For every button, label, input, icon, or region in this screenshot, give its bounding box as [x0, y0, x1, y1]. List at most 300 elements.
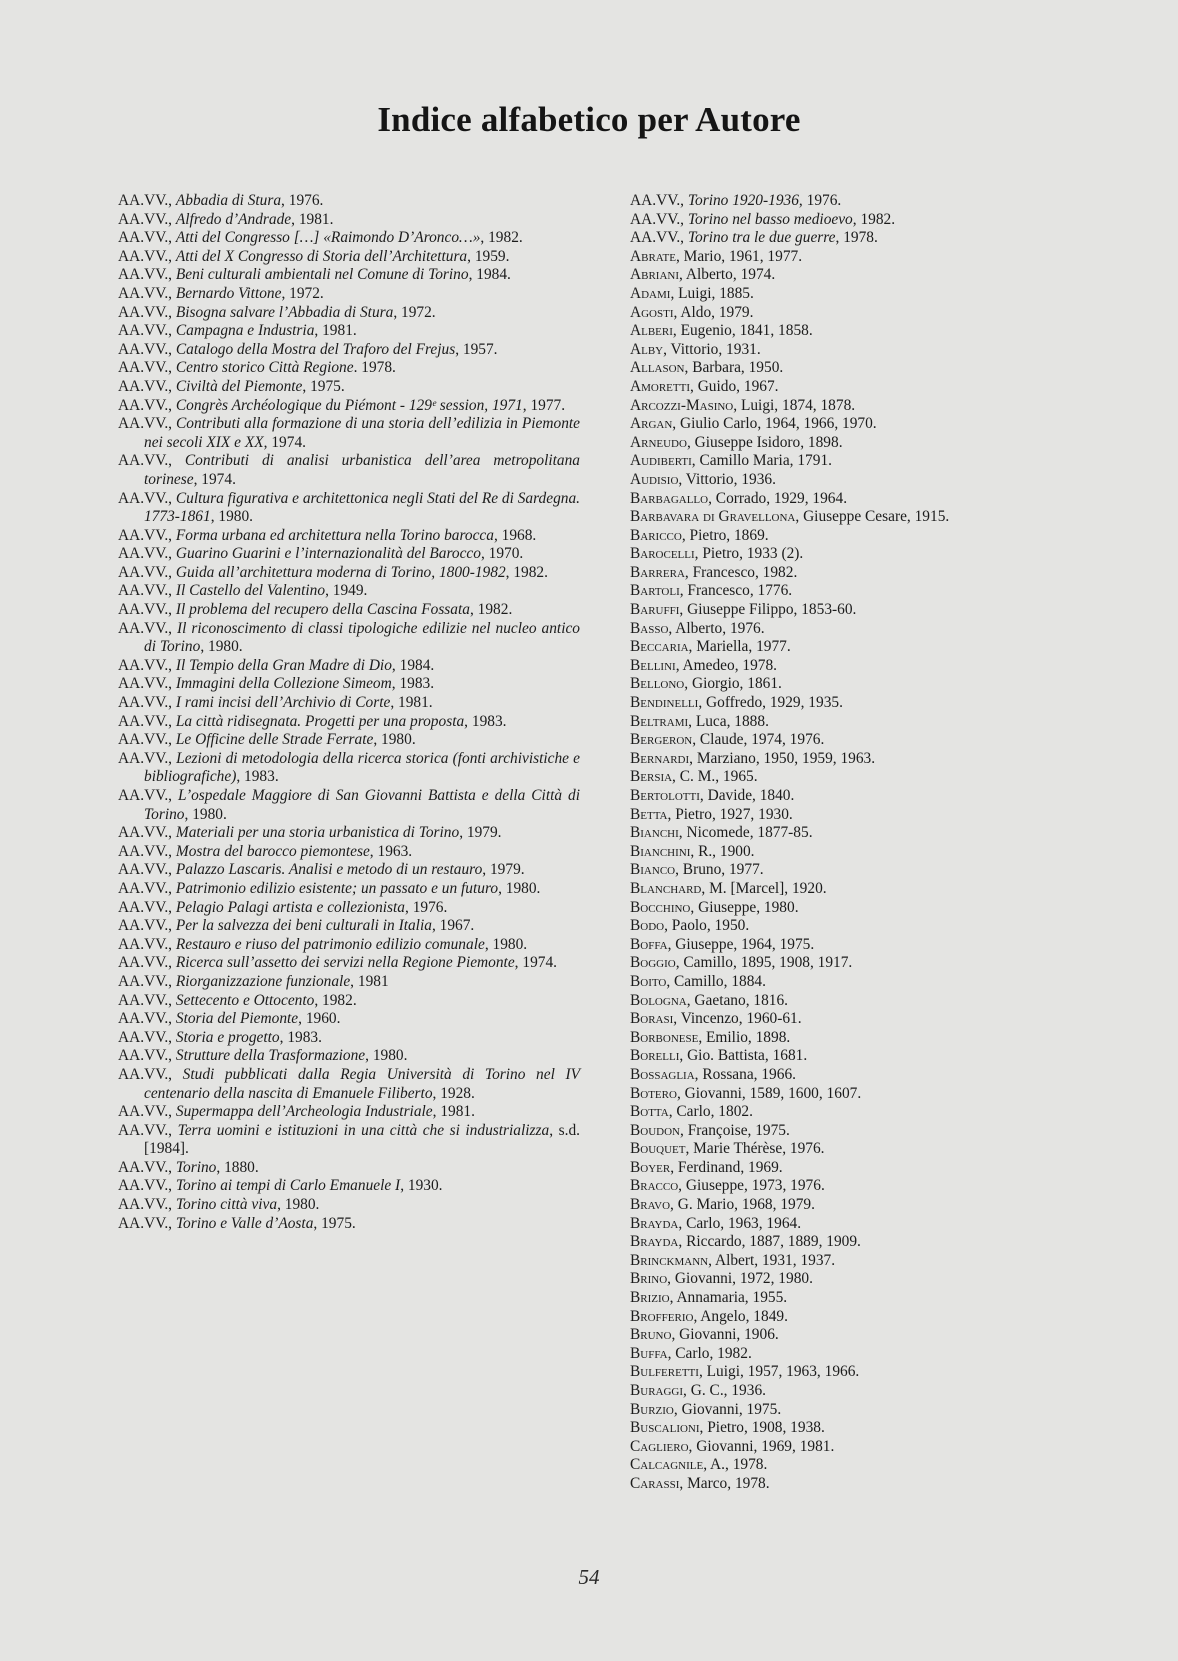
index-entry: AA.VV., Centro storico Città Regione. 1978. — [118, 359, 396, 377]
entry-author: AA.VV. — [118, 1121, 169, 1139]
entry-title: Lezioni di metodologia della ricerca storica (fonti archivistiche e bibliografiche) — [144, 749, 580, 786]
left-column — [118, 192, 580, 1233]
entry-author: AA.VV. — [118, 1047, 169, 1065]
entry-author: AA.VV. — [118, 266, 169, 284]
entry-surname: Borasi — [630, 1010, 674, 1028]
entry-details: , 1976. — [798, 192, 842, 209]
index-entry — [630, 992, 1070, 1011]
entry-author: AA.VV. — [118, 545, 169, 563]
index-entry — [630, 861, 1070, 880]
entry-details: , Nicomede, 1877-85. — [678, 824, 813, 842]
index-entry: AA.VV., Ricerca sull’assetto dei servizi nella Regione Piemonte, 1974. — [118, 954, 557, 972]
index-entry: AA.VV., La città ridisegnata. Progetti per una proposta, 1983. — [118, 712, 507, 730]
index-entry — [630, 322, 1070, 341]
entry-author: AA.VV. — [118, 917, 169, 935]
entry-author: AA.VV. — [118, 229, 169, 247]
entry-details: , 1979. — [459, 824, 502, 842]
entry-details: , Guido, 1967. — [690, 377, 779, 395]
entry-title: Alfredo d’Andrade — [175, 210, 292, 228]
entry-title: Studi pubblicati dalla Regia Università di Torino nel IV centenario della nascita di Emanuele Filiberto — [144, 1065, 581, 1102]
entry-details: , 1981. — [291, 210, 334, 228]
entry-title: Palazzo Lascaris. Analisi e metodo di un restauro — [175, 861, 483, 879]
entry-author: AA.VV. — [118, 192, 169, 209]
entry-details: , R., 1900. — [690, 842, 755, 860]
entry-details: , Pietro, 1927, 1930. — [667, 805, 793, 823]
entry-details: . 1978. — [353, 359, 396, 377]
entry-surname: Bravo — [630, 1196, 671, 1214]
index-entry — [630, 694, 1070, 713]
index-entry — [630, 1215, 1070, 1234]
entry-surname: Brinckmann — [630, 1251, 709, 1269]
entry-author: AA.VV. — [118, 1010, 169, 1028]
entry-title: Ricerca sull’assetto dei servizi nella Regione Piemonte — [175, 954, 515, 972]
entry-details: , Mario, 1961, 1977. — [675, 247, 803, 265]
entry-surname: Baruffi — [630, 601, 680, 619]
entry-title: Storia e progetto — [175, 1028, 280, 1046]
entry-details: , Alberto, 1976. — [668, 619, 765, 637]
entry-details: , Alberto, 1974. — [679, 266, 776, 284]
entry-details: , 1975. — [313, 1214, 356, 1232]
entry-surname: Borbonese — [630, 1028, 699, 1046]
index-entry — [630, 378, 1070, 397]
entry-surname: Brizio — [630, 1289, 670, 1307]
entry-title: Guida all’architettura moderna di Torino, 1800-1982 — [175, 563, 506, 581]
entry-surname: Calcagnile — [630, 1456, 704, 1474]
entry-details: , 1983. — [464, 712, 507, 730]
index-entry: AA.VV., Torino, 1880. — [118, 1158, 259, 1176]
entry-surname: Abrate — [630, 247, 676, 265]
entry-title: Cultura figurativa e architettonica negli Stati del Re di Sardegna. 1773-1861 — [144, 489, 580, 526]
index-entry — [630, 1196, 1070, 1215]
index-entry — [630, 1066, 1070, 1085]
index-entry: AA.VV., Il Tempio della Gran Madre di Dio, 1984. — [118, 656, 435, 674]
index-entry: AA.VV., Storia e progetto, 1983. — [118, 1028, 322, 1046]
index-entry — [630, 1382, 1070, 1401]
entry-author: AA.VV. — [118, 1103, 169, 1121]
entry-details: , 1960. — [298, 1010, 341, 1028]
entry-author: AA.VV. — [118, 415, 169, 433]
index-entry — [630, 843, 1070, 862]
entry-details: , 1984. — [468, 266, 511, 284]
index-entry — [630, 917, 1070, 936]
entry-details: , Giuseppe Cesare, 1915. — [795, 508, 950, 526]
index-entry — [630, 490, 1070, 509]
entry-details: , 1976. — [281, 192, 324, 209]
entry-details: , Francesco, 1776. — [679, 582, 793, 600]
entry-surname: Barbavara di Gravellona — [630, 508, 796, 526]
entry-details: , 1980. — [373, 731, 416, 749]
entry-surname: Basso — [630, 619, 669, 637]
entry-author: AA.VV. — [118, 861, 169, 879]
index-entry: AA.VV., Torino città viva, 1980. — [118, 1196, 320, 1214]
index-entry — [630, 1326, 1070, 1345]
entry-details: , Vittorio, 1931. — [663, 340, 761, 358]
index-entry — [630, 285, 1070, 304]
entry-surname: Bernardi — [630, 749, 690, 767]
entry-surname: Beccaria — [630, 638, 689, 656]
entry-surname: Buscalioni — [630, 1419, 700, 1437]
entry-author: AA.VV. — [118, 563, 169, 581]
entry-author: AA.VV. — [118, 210, 169, 228]
entry-author: AA.VV. — [118, 396, 169, 414]
entry-author: AA.VV. — [118, 526, 169, 544]
entry-details: , Carlo, 1963, 1964. — [678, 1214, 802, 1232]
entry-details: , Ferdinand, 1969. — [670, 1158, 783, 1176]
entry-title: Atti del Congresso […] «Raimondo D’Aronco…» — [175, 229, 481, 247]
entry-title: Restauro e riuso del patrimonio edilizio comunale — [175, 935, 485, 953]
entry-author: AA.VV. — [118, 879, 169, 897]
entry-details: , C. M., 1965. — [672, 768, 758, 786]
entry-surname: Alberi — [630, 322, 673, 340]
entry-details: , 1930. — [400, 1177, 443, 1195]
index-entry: AA.VV., Palazzo Lascaris. Analisi e metodo di un restauro, 1979. — [118, 861, 525, 879]
entry-details: , 1983. — [391, 675, 435, 693]
entry-surname: Brayda — [630, 1233, 679, 1251]
index-entry — [630, 1475, 1070, 1494]
entry-details: , s.d. [1984]. — [144, 1121, 581, 1158]
entry-details: , Pietro, 1869. — [681, 526, 769, 544]
index-entry — [630, 1010, 1070, 1029]
entry-details: , Giovanni, 1589, 1600, 1607. — [676, 1084, 862, 1102]
entry-author: AA.VV. — [118, 712, 169, 730]
index-entry: AA.VV., Torino ai tempi di Carlo Emanuele I, 1930. — [118, 1177, 443, 1195]
entry-author: AA.VV. — [118, 1177, 169, 1195]
entry-title: Civiltà del Piemonte — [175, 377, 303, 395]
entry-author: AA.VV. — [630, 210, 681, 228]
entry-details: , Marie Thérèse, 1976. — [685, 1140, 825, 1158]
entry-details: , Vincenzo, 1960-61. — [673, 1010, 802, 1028]
entry-title: Torino nel basso medioevo — [687, 210, 853, 228]
entry-surname: Bocchino — [630, 898, 691, 916]
entry-details: , 1972. — [281, 284, 324, 302]
entry-surname: Bossaglia — [630, 1065, 695, 1083]
index-entry — [630, 1233, 1070, 1252]
entry-details: , 1928. — [432, 1084, 475, 1102]
entry-details: , G. Mario, 1968, 1979. — [670, 1196, 815, 1214]
index-entry — [630, 1140, 1070, 1159]
entry-surname: Bartoli — [630, 582, 680, 600]
index-entry: AA.VV., Guarino Guarini e l’internazionalità del Barocco, 1970. — [118, 545, 524, 563]
index-entry: AA.VV., Lezioni di metodologia della ricerca storica (fonti archivistiche e bibliografiche), 1983. — [118, 749, 580, 786]
index-entry — [630, 1438, 1070, 1457]
entry-details: , 1880. — [216, 1158, 259, 1176]
index-entry — [630, 750, 1070, 769]
entry-title: Torino città viva — [175, 1196, 278, 1214]
entry-details: , 1970. — [480, 545, 524, 563]
entry-author: AA.VV. — [118, 1214, 169, 1232]
entry-details: , Francesco, 1982. — [684, 563, 798, 581]
entry-details: , 1949. — [325, 582, 368, 600]
entry-details: , Emilio, 1898. — [698, 1028, 791, 1046]
index-entry — [630, 1345, 1070, 1364]
index-entry: AA.VV., Torino tra le due guerre, 1978. — [630, 229, 878, 247]
entry-details: , 1979. — [482, 861, 525, 879]
index-entry: AA.VV., Atti del X Congresso di Storia dell’Architettura, 1959. — [118, 247, 510, 265]
entry-surname: Boffa — [630, 935, 668, 953]
entry-surname: Bologna — [630, 991, 687, 1009]
entry-surname: Bergeron — [630, 731, 693, 749]
index-entry — [630, 582, 1070, 601]
entry-details: , Gio. Battista, 1681. — [679, 1047, 808, 1065]
entry-author: AA.VV. — [630, 192, 681, 209]
index-entry — [630, 1177, 1070, 1196]
entry-details: , Annamaria, 1955. — [669, 1289, 788, 1307]
entry-details: , Camillo, 1884. — [666, 972, 766, 990]
entry-author: AA.VV. — [118, 675, 169, 693]
entry-title: Contributi alla formazione di una storia dell’edilizia in Piemonte nei secoli XIX e XX — [144, 415, 580, 451]
entry-details: , 1980. — [365, 1047, 408, 1065]
index-entry — [630, 1029, 1070, 1048]
entry-details: , 1977. — [522, 396, 566, 414]
entry-title: Le Officine delle Strade Ferrate — [175, 731, 374, 749]
entry-title: Storia del Piemonte — [175, 1010, 299, 1028]
entry-title: Forma urbana ed architettura nella Torino barocca — [175, 526, 494, 544]
entry-details: , Camillo, 1895, 1908, 1917. — [675, 954, 853, 972]
entry-author: AA.VV. — [118, 452, 169, 470]
index-entry — [630, 1401, 1070, 1420]
entry-details: , Giuseppe Isidoro, 1898. — [686, 433, 843, 451]
entry-author: AA.VV. — [118, 359, 169, 377]
index-entry: AA.VV., Pelagio Palagi artista e collezionista, 1976. — [118, 898, 448, 916]
entry-details: , Marziano, 1950, 1959, 1963. — [689, 749, 876, 767]
index-entry: AA.VV., Strutture della Trasformazione, 1980. — [118, 1047, 408, 1065]
entry-title: Supermappa dell’Archeologia Industriale — [175, 1103, 433, 1121]
entry-author: AA.VV. — [118, 340, 169, 358]
index-entry — [630, 248, 1070, 267]
entry-details: , 1984. — [391, 656, 435, 674]
index-entry — [630, 675, 1070, 694]
index-entry: AA.VV., Bisogna salvare l’Abbadia di Stura, 1972. — [118, 303, 436, 321]
entry-surname: Blanchard — [630, 879, 702, 897]
entry-details: , Goffredo, 1929, 1935. — [698, 694, 843, 712]
index-entry: AA.VV., Per la salvezza dei beni culturali in Italia, 1967. — [118, 917, 475, 935]
entry-details: , 1982. — [505, 563, 548, 581]
entry-details: , 1980. — [200, 638, 243, 656]
entry-surname: Beltrami — [630, 712, 689, 730]
entry-surname: Arneudo — [630, 433, 687, 451]
entry-surname: Bruno — [630, 1326, 672, 1344]
entry-title: Beni culturali ambientali nel Comune di Torino — [175, 266, 469, 284]
entry-details: , Vittorio, 1936. — [678, 470, 776, 488]
index-entry — [630, 936, 1070, 955]
entry-title: Patrimonio edilizio esistente; un passato e un futuro — [175, 879, 499, 897]
index-entry — [630, 731, 1070, 750]
entry-details: , Giuseppe Filippo, 1853-60. — [679, 601, 857, 619]
entry-details: , Giorgio, 1861. — [684, 675, 782, 693]
entry-author: AA.VV. — [118, 824, 169, 842]
entry-details: , Corrado, 1929, 1964. — [708, 489, 848, 507]
index-entry — [630, 304, 1070, 323]
entry-details: , G. C., 1936. — [683, 1382, 766, 1399]
index-entry: AA.VV., Congrès Archéologique du Piémont - 129ᵉ session, 1971, 1977. — [118, 396, 566, 414]
entry-surname: Boito — [630, 972, 667, 990]
index-entry — [630, 527, 1070, 546]
right-column — [630, 192, 1070, 1494]
index-entry — [630, 787, 1070, 806]
index-entry: AA.VV., Forma urbana ed architettura nella Torino barocca, 1968. — [118, 526, 537, 544]
index-entry — [630, 1159, 1070, 1178]
entry-author: AA.VV. — [118, 749, 169, 767]
entry-details: , Luigi, 1874, 1878. — [733, 396, 856, 414]
index-entry — [630, 713, 1070, 732]
index-entry: AA.VV., Riorganizzazione funzionale, 1981 — [118, 972, 389, 990]
entry-title: Immagini della Collezione Simeom — [175, 675, 392, 693]
entry-author: AA.VV. — [118, 787, 169, 804]
entry-surname: Carassi — [630, 1474, 680, 1492]
entry-details: , Davide, 1840. — [699, 787, 795, 804]
entry-title: Strutture della Trasformazione — [175, 1047, 366, 1065]
entry-surname: Audisio — [630, 470, 679, 488]
entry-details: , 1980. — [210, 508, 254, 526]
index-entry: AA.VV., L’ospedale Maggiore di San Giovanni Battista e della Città di Torino, 1980. — [118, 787, 580, 823]
entry-author: AA.VV. — [118, 1028, 169, 1046]
entry-surname: Bellono — [630, 675, 685, 693]
entry-details: , 1982. — [852, 210, 896, 228]
entry-details: , 1983. — [279, 1028, 322, 1046]
index-entry — [630, 1308, 1070, 1327]
index-entry: AA.VV., Immagini della Collezione Simeom, 1983. — [118, 675, 435, 693]
index-entry: AA.VV., Storia del Piemonte, 1960. — [118, 1010, 341, 1028]
entry-surname: Burzio — [630, 1400, 674, 1418]
entry-details: , Luigi, 1885. — [670, 284, 754, 302]
index-entry: AA.VV., Bernardo Vittone, 1972. — [118, 284, 324, 302]
index-entry — [630, 824, 1070, 843]
index-entry — [630, 1122, 1070, 1141]
entry-details: , 1982. — [314, 991, 357, 1009]
entry-details: , Barbara, 1950. — [684, 359, 784, 377]
entry-surname: Bodo — [630, 917, 665, 935]
entry-details: , Marco, 1978. — [679, 1474, 770, 1492]
entry-title: Torino ai tempi di Carlo Emanuele I — [175, 1177, 401, 1195]
index-entry — [630, 508, 1070, 527]
index-entry — [630, 657, 1070, 676]
entry-details: , Carlo, 1802. — [668, 1103, 753, 1121]
index-entry — [630, 415, 1070, 434]
index-entry — [630, 397, 1070, 416]
entry-author: AA.VV. — [118, 1196, 169, 1214]
entry-title: Bernardo Vittone — [175, 284, 282, 302]
entry-details: , Paolo, 1950. — [664, 917, 750, 935]
index-entry — [630, 359, 1070, 378]
entry-surname: Barbagallo — [630, 489, 709, 507]
entry-details: , Giulio Carlo, 1964, 1966, 1970. — [672, 415, 877, 433]
entry-surname: Amoretti — [630, 377, 690, 395]
entry-surname: Adami — [630, 284, 671, 302]
entry-title: L’ospedale Maggiore di San Giovanni Battista e della Città di Torino — [144, 787, 580, 823]
entry-details: , 1974. — [514, 954, 557, 972]
index-entry: AA.VV., Torino nel basso medioevo, 1982. — [630, 210, 896, 228]
entry-surname: Buraggi — [630, 1382, 684, 1399]
entry-details: , Luca, 1888. — [688, 712, 769, 730]
entry-details: , Mariella, 1977. — [688, 638, 791, 656]
entry-details: , Luigi, 1957, 1963, 1966. — [698, 1363, 860, 1381]
entry-details: , 1974. — [193, 470, 236, 488]
entry-author: AA.VV. — [118, 656, 169, 674]
entry-details: , Riccardo, 1887, 1889, 1909. — [678, 1233, 861, 1251]
entry-details: , 1980. — [277, 1196, 320, 1214]
entry-author: AA.VV. — [118, 972, 169, 990]
entry-details: , Carlo, 1982. — [667, 1344, 752, 1362]
entry-title: Settecento e Ottocento — [175, 991, 315, 1009]
entry-title: Congrès Archéologique du Piémont - 129ᵉ session, 1971 — [175, 396, 523, 414]
entry-surname: Bianco — [630, 861, 676, 879]
entry-surname: Bracco — [630, 1177, 679, 1195]
index-entry — [630, 564, 1070, 583]
entry-details: , M. [Marcel], 1920. — [701, 879, 827, 897]
entry-surname: Brofferio — [630, 1307, 694, 1325]
entry-author: AA.VV. — [118, 731, 169, 749]
entry-details: , Giuseppe, 1964, 1975. — [667, 935, 815, 953]
index-entry — [630, 601, 1070, 620]
entry-details: , Françoise, 1975. — [680, 1121, 790, 1139]
entry-details: , 1980. — [184, 805, 227, 823]
entry-title: Materiali per una storia urbanistica di Torino — [175, 824, 460, 842]
entry-author: AA.VV. — [118, 842, 169, 860]
entry-title: Bisogna salvare l’Abbadia di Stura — [175, 303, 394, 321]
index-entry — [630, 341, 1070, 360]
page-number: 54 — [578, 1565, 600, 1589]
entry-details: , 1967. — [431, 917, 475, 935]
entry-author: AA.VV. — [118, 322, 169, 340]
entry-title: Mostra del barocco piemontese — [175, 842, 370, 860]
entry-details: , Angelo, 1849. — [693, 1307, 788, 1325]
entry-title: Torino — [175, 1158, 217, 1176]
entry-title: Catalogo della Mostra del Traforo del Frejus — [175, 340, 456, 358]
index-entry: AA.VV., Atti del Congresso […] «Raimondo D’Aronco…», 1982. — [118, 229, 523, 247]
entry-surname: Botero — [630, 1084, 677, 1102]
entry-title: Campagna e Industria — [175, 322, 315, 340]
entry-author: AA.VV. — [118, 284, 169, 302]
entry-title: Torino tra le due guerre — [687, 229, 836, 247]
index-entry: AA.VV., Patrimonio edilizio esistente; un passato e un futuro, 1980. — [118, 879, 541, 897]
entry-details: , 1975. — [302, 377, 345, 395]
index-entry: AA.VV., Torino e Valle d’Aosta, 1975. — [118, 1214, 356, 1232]
index-entry — [630, 954, 1070, 973]
entry-author: AA.VV. — [118, 582, 169, 600]
entry-details: , Eugenio, 1841, 1858. — [672, 322, 813, 340]
entry-author: AA.VV. — [118, 619, 169, 637]
entry-details: , Pietro, 1908, 1938. — [699, 1419, 825, 1437]
index-entry — [630, 880, 1070, 899]
entry-author: AA.VV. — [118, 954, 169, 972]
entry-title: Torino e Valle d’Aosta — [175, 1214, 314, 1232]
index-entry: AA.VV., Restauro e riuso del patrimonio edilizio comunale, 1980. — [118, 935, 528, 953]
entry-details: , 1980. — [498, 879, 541, 897]
page-title: Indice alfabetico per Autore — [377, 100, 801, 139]
entry-details: , 1981. — [314, 322, 357, 340]
entry-details: , Gaetano, 1816. — [686, 991, 789, 1009]
index-entry: AA.VV., Contributi di analisi urbanistica dell’area metropolitana torinese, 1974. — [118, 452, 580, 488]
entry-details: , Claude, 1974, 1976. — [692, 731, 825, 749]
index-entry — [630, 768, 1070, 787]
entry-surname: Bianchini — [630, 842, 691, 860]
index-entry: AA.VV., Studi pubblicati dalla Regia Università di Torino nel IV centenario della nascita di Emanuele Filiberto, 1928. — [118, 1065, 581, 1102]
entry-surname: Abriani — [630, 266, 680, 284]
entry-details: , Giovanni, 1975. — [673, 1400, 782, 1418]
index-entry — [630, 266, 1070, 285]
entry-author: AA.VV. — [118, 1158, 169, 1176]
entry-author: AA.VV. — [118, 303, 169, 321]
entry-author: AA.VV. — [118, 377, 169, 395]
entry-surname: Arcozzi-Masino — [630, 396, 734, 414]
index-entry — [630, 1289, 1070, 1308]
index-entry: AA.VV., Il riconoscimento di classi tipologiche edilizie nel nucleo antico di Torino, 1980. — [118, 619, 580, 656]
entry-surname: Bertolotti — [630, 787, 700, 804]
entry-details: , 1968. — [493, 526, 537, 544]
entry-surname: Buffa — [630, 1344, 668, 1362]
index-entry — [630, 1252, 1070, 1271]
index-entry — [630, 638, 1070, 657]
